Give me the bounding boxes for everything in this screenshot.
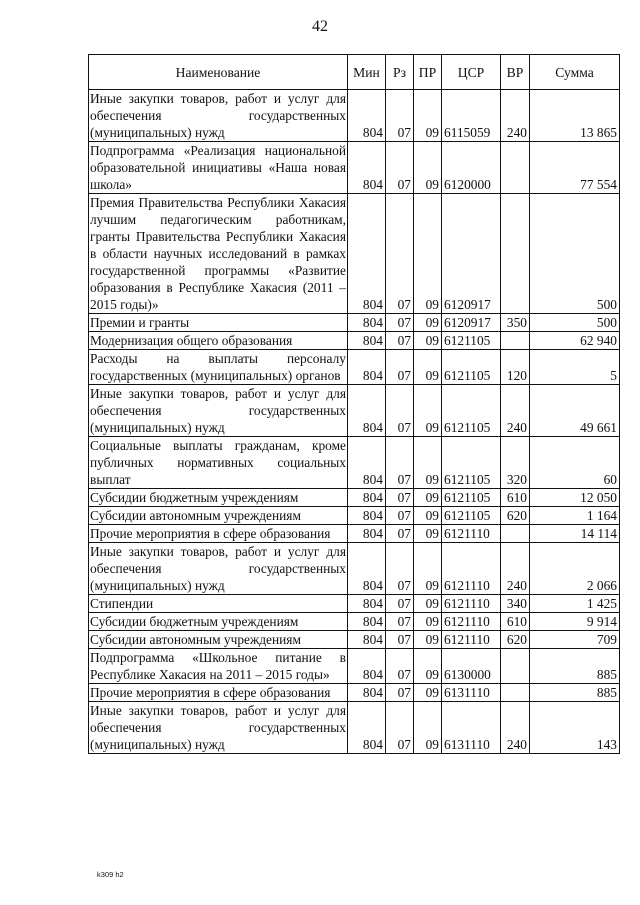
table-row	[89, 314, 620, 332]
header-min: Мин	[348, 55, 386, 90]
cell-pr: 09	[414, 684, 442, 702]
cell-min: 804	[348, 142, 386, 194]
cell-vr	[501, 684, 530, 702]
cell-pr: 09	[414, 631, 442, 649]
cell-csr: 6121110	[442, 595, 501, 613]
cell-pr: 09	[414, 90, 442, 142]
cell-name: Модернизация общего образования	[89, 332, 348, 350]
table-row	[89, 702, 620, 754]
footer-code: k309 h2	[97, 870, 124, 879]
header-rz: Рз	[386, 55, 414, 90]
cell-csr: 6115059	[442, 90, 501, 142]
cell-vr	[501, 525, 530, 543]
cell-pr: 09	[414, 437, 442, 489]
cell-pr: 09	[414, 194, 442, 314]
cell-rz: 07	[386, 142, 414, 194]
page-number: 42	[312, 18, 328, 35]
cell-sum: 77 554	[530, 142, 620, 194]
header-pr: ПР	[414, 55, 442, 90]
cell-pr: 09	[414, 543, 442, 595]
cell-vr: 240	[501, 385, 530, 437]
cell-sum: 9 914	[530, 613, 620, 631]
cell-csr: 6120000	[442, 142, 501, 194]
cell-csr: 6121105	[442, 507, 501, 525]
cell-min: 804	[348, 385, 386, 437]
cell-vr: 320	[501, 437, 530, 489]
cell-vr: 240	[501, 702, 530, 754]
cell-name: Иные закупки товаров, работ и услуг для обеспечения государственных (муниципальных) нужд	[90, 703, 346, 752]
cell-vr: 620	[501, 631, 530, 649]
cell-name: Подпрограмма «Реализация национальной образовательной инициативы «Наша новая школа»	[90, 143, 346, 192]
cell-min: 804	[348, 684, 386, 702]
cell-pr: 09	[414, 314, 442, 332]
cell-rz: 07	[386, 385, 414, 437]
header-sum: Сумма	[530, 55, 620, 90]
cell-csr: 6121105	[442, 489, 501, 507]
cell-pr: 09	[414, 507, 442, 525]
cell-min: 804	[348, 525, 386, 543]
cell-min: 804	[348, 595, 386, 613]
cell-sum: 143	[530, 702, 620, 754]
cell-min: 804	[348, 613, 386, 631]
cell-rz: 07	[386, 543, 414, 595]
cell-min: 804	[348, 314, 386, 332]
cell-vr	[501, 194, 530, 314]
cell-rz: 07	[386, 613, 414, 631]
cell-csr: 6121105	[442, 385, 501, 437]
cell-pr: 09	[414, 702, 442, 754]
cell-min: 804	[348, 90, 386, 142]
header-csr: ЦСР	[442, 55, 501, 90]
table-body	[89, 90, 620, 754]
cell-vr: 120	[501, 350, 530, 385]
cell-name: Прочие мероприятия в сфере образования	[89, 525, 348, 543]
cell-min: 804	[348, 350, 386, 385]
cell-pr: 09	[414, 489, 442, 507]
table-row	[89, 350, 620, 385]
cell-pr: 09	[414, 525, 442, 543]
cell-csr: 6121105	[442, 437, 501, 489]
cell-pr: 09	[414, 595, 442, 613]
cell-csr: 6120917	[442, 194, 501, 314]
cell-min: 804	[348, 332, 386, 350]
cell-min: 804	[348, 507, 386, 525]
cell-pr: 09	[414, 350, 442, 385]
cell-name: Субсидии бюджетным учреждениям	[89, 489, 348, 507]
cell-min: 804	[348, 194, 386, 314]
cell-name: Иные закупки товаров, работ и услуг для обеспечения государственных (муниципальных) нужд	[90, 544, 346, 593]
table-row	[89, 142, 620, 194]
cell-vr: 620	[501, 507, 530, 525]
table-row	[89, 90, 620, 142]
cell-name: Иные закупки товаров, работ и услуг для обеспечения государственных (муниципальных) нужд	[90, 386, 346, 435]
cell-sum: 885	[530, 684, 620, 702]
cell-sum: 12 050	[530, 489, 620, 507]
table-row	[89, 489, 620, 507]
cell-name: Стипендии	[89, 595, 348, 613]
cell-name: Субсидии бюджетным учреждениям	[89, 613, 348, 631]
cell-csr: 6121110	[442, 631, 501, 649]
table-row	[89, 194, 620, 314]
cell-pr: 09	[414, 613, 442, 631]
cell-sum: 13 865	[530, 90, 620, 142]
table-row	[89, 507, 620, 525]
cell-sum: 500	[530, 314, 620, 332]
cell-min: 804	[348, 437, 386, 489]
cell-csr: 6121110	[442, 543, 501, 595]
cell-name: Премия Правительства Республики Хакасия лучшим педагогическим работникам, гранты Правительства Республики Хакасия в области научных исследований в рамках государственной программы «Развитие образования в Республике Хакасия (2011 – 2015 годы)»	[90, 195, 346, 312]
cell-name: Премии и гранты	[89, 314, 348, 332]
cell-csr: 6131110	[442, 684, 501, 702]
table-row	[89, 332, 620, 350]
cell-sum: 14 114	[530, 525, 620, 543]
cell-name: Прочие мероприятия в сфере образования	[89, 684, 348, 702]
cell-vr: 610	[501, 613, 530, 631]
header-vr: ВР	[501, 55, 530, 90]
cell-csr: 6121110	[442, 525, 501, 543]
cell-name: Иные закупки товаров, работ и услуг для обеспечения государственных (муниципальных) нужд	[90, 91, 346, 140]
cell-name: Расходы на выплаты персоналу государственных (муниципальных) органов	[90, 351, 346, 383]
table-row	[89, 631, 620, 649]
cell-rz: 07	[386, 702, 414, 754]
cell-rz: 07	[386, 350, 414, 385]
cell-vr: 350	[501, 314, 530, 332]
cell-csr: 6130000	[442, 649, 501, 684]
cell-rz: 07	[386, 631, 414, 649]
cell-sum: 709	[530, 631, 620, 649]
cell-pr: 09	[414, 142, 442, 194]
cell-sum: 5	[530, 350, 620, 385]
cell-csr: 6121105	[442, 350, 501, 385]
budget-table	[88, 54, 620, 754]
cell-rz: 07	[386, 489, 414, 507]
cell-pr: 09	[414, 649, 442, 684]
cell-rz: 07	[386, 684, 414, 702]
table-row	[89, 385, 620, 437]
cell-sum: 60	[530, 437, 620, 489]
cell-rz: 07	[386, 332, 414, 350]
cell-sum: 1 164	[530, 507, 620, 525]
cell-rz: 07	[386, 437, 414, 489]
cell-min: 804	[348, 649, 386, 684]
cell-min: 804	[348, 631, 386, 649]
cell-min: 804	[348, 543, 386, 595]
cell-sum: 2 066	[530, 543, 620, 595]
table-row	[89, 437, 620, 489]
table-header-row	[89, 55, 620, 90]
cell-rz: 07	[386, 649, 414, 684]
cell-pr: 09	[414, 332, 442, 350]
cell-vr: 610	[501, 489, 530, 507]
cell-min: 804	[348, 702, 386, 754]
table-row	[89, 684, 620, 702]
cell-rz: 07	[386, 595, 414, 613]
table-row	[89, 543, 620, 595]
cell-rz: 07	[386, 314, 414, 332]
header-name: Наименование	[89, 55, 348, 90]
cell-name: Социальные выплаты гражданам, кроме публичных нормативных социальных выплат	[90, 438, 346, 487]
cell-vr: 240	[501, 543, 530, 595]
cell-csr: 6121110	[442, 613, 501, 631]
cell-sum: 1 425	[530, 595, 620, 613]
cell-rz: 07	[386, 525, 414, 543]
cell-vr: 240	[501, 90, 530, 142]
cell-vr	[501, 649, 530, 684]
cell-sum: 500	[530, 194, 620, 314]
cell-csr: 6120917	[442, 314, 501, 332]
cell-vr	[501, 142, 530, 194]
table-row	[89, 525, 620, 543]
cell-sum: 49 661	[530, 385, 620, 437]
table-row	[89, 595, 620, 613]
cell-min: 804	[348, 489, 386, 507]
cell-vr	[501, 332, 530, 350]
cell-rz: 07	[386, 507, 414, 525]
cell-vr: 340	[501, 595, 530, 613]
cell-rz: 07	[386, 90, 414, 142]
cell-name: Субсидии автономным учреждениям	[89, 631, 348, 649]
cell-pr: 09	[414, 385, 442, 437]
cell-csr: 6131110	[442, 702, 501, 754]
cell-rz: 07	[386, 194, 414, 314]
cell-sum: 885	[530, 649, 620, 684]
cell-name: Субсидии автономным учреждениям	[89, 507, 348, 525]
table-row	[89, 649, 620, 684]
cell-csr: 6121105	[442, 332, 501, 350]
table-row	[89, 613, 620, 631]
cell-name: Подпрограмма «Школьное питание в Республике Хакасия на 2011 – 2015 годы»	[90, 650, 346, 682]
cell-sum: 62 940	[530, 332, 620, 350]
